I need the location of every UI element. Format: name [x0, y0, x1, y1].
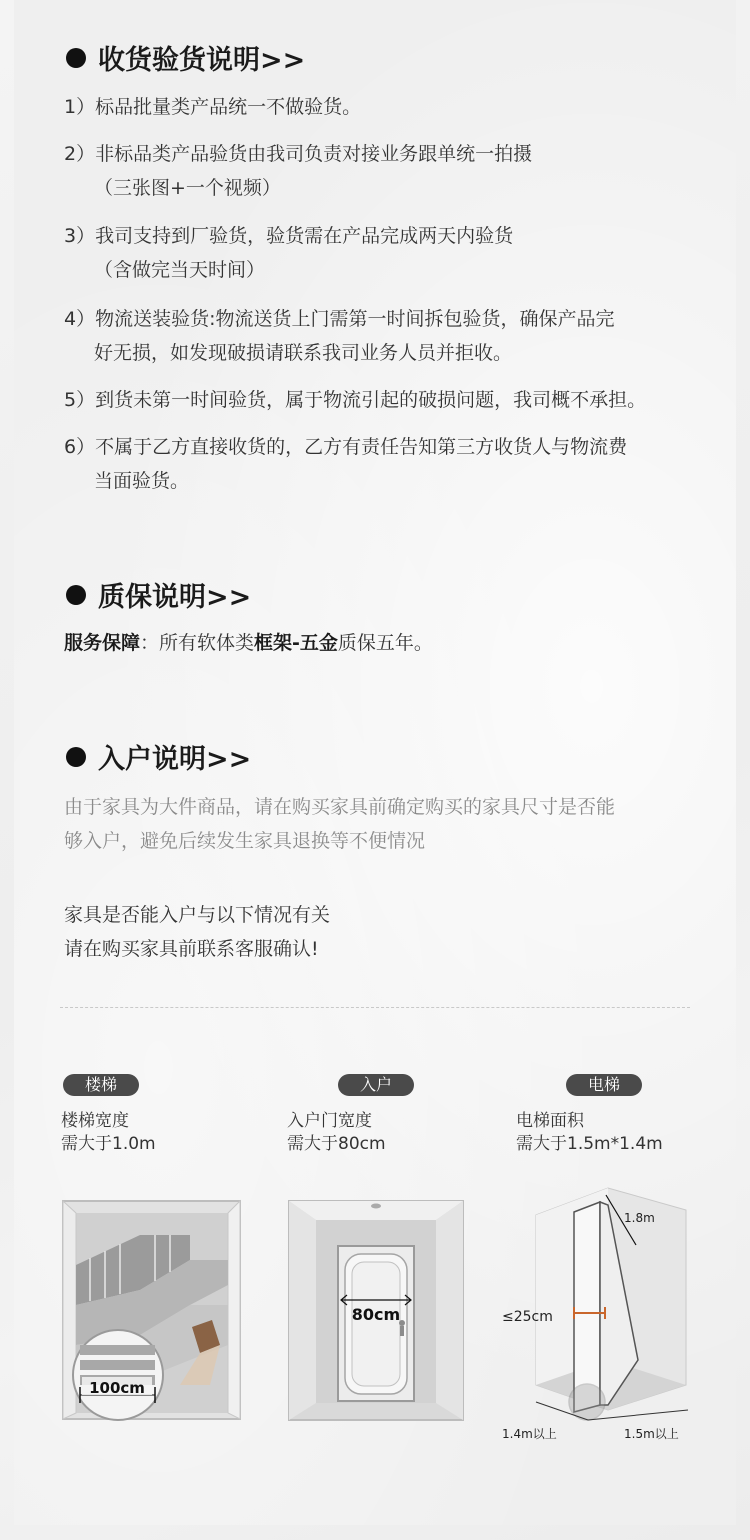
inspection-item-1 — [64, 90, 361, 124]
elevator-illustration — [498, 1180, 698, 1450]
caption-line: 入户门宽度 — [287, 1111, 372, 1131]
item-line: （含做完当天时间） — [94, 259, 266, 281]
bullet-dot-icon — [66, 747, 86, 767]
inspection-item-6 — [64, 430, 627, 498]
intro-line: 由于家具为大件商品，请在购买家具前确定购买的家具尺寸是否能 — [64, 796, 616, 818]
caption-line: 电梯面积 — [516, 1111, 584, 1131]
item-line: 4）物流送装验货:物流送货上门需第一时间拆包验货，确保产品完 — [64, 308, 615, 330]
bullet-dot-icon — [66, 48, 86, 68]
inspection-item-5 — [64, 383, 646, 417]
item-line: 6）不属于乙方直接收货的，乙方有责任告知第三方收货人与物流费 — [64, 436, 628, 458]
caption-stairs — [61, 1110, 156, 1156]
section-title-warranty — [66, 575, 251, 614]
warranty-text-before: ：所有软体类 — [140, 632, 255, 654]
inspection-item-2 — [64, 137, 532, 205]
item-line: 1）标品批量类产品统一不做验货。 — [64, 96, 362, 118]
section-title-inspection — [66, 38, 305, 77]
dimension-label: 1.4m以上 — [502, 1427, 557, 1441]
caption-line: 需大于80cm — [287, 1134, 386, 1154]
caption-entry — [287, 1110, 386, 1156]
caption-line: 楼梯宽度 — [61, 1111, 129, 1131]
intro-line: 够入户，避免后续发生家具退换等不便情况 — [64, 830, 426, 852]
stairs-illustration — [60, 1195, 245, 1425]
section-title-entry — [66, 737, 251, 776]
caption-elevator — [516, 1110, 663, 1156]
entry-note — [64, 898, 330, 966]
item-line: （三张图+一个视频） — [94, 177, 281, 199]
warranty-text-after: 质保五年。 — [337, 632, 433, 654]
dimension-label: 1.8m — [624, 1211, 655, 1225]
item-line: 好无损，如发现破损请联系我司业务人员并拒收。 — [94, 342, 513, 364]
section-title-text: 入户说明>> — [98, 744, 252, 775]
door-illustration — [286, 1198, 466, 1423]
tag-elevator: 电梯 — [566, 1074, 642, 1096]
dimension-label: 80cm — [351, 1305, 401, 1324]
note-line: 家具是否能入户与以下情况有关 — [64, 904, 331, 926]
section-title-text: 质保说明>> — [98, 582, 252, 613]
tag-stairs: 楼梯 — [63, 1074, 139, 1096]
dimension-label: 100cm — [89, 1379, 145, 1397]
item-line: 当面验货。 — [94, 470, 190, 492]
item-line: 3）我司支持到厂验货，验货需在产品完成两天内验货 — [64, 225, 514, 247]
entry-intro — [64, 790, 615, 858]
caption-line: 需大于1.0m — [61, 1134, 156, 1154]
warranty-highlight: 框架-五金 — [254, 632, 338, 654]
note-line: 请在购买家具前联系客服确认! — [64, 938, 319, 960]
dimension-label: 1.5m以上 — [624, 1427, 679, 1441]
dimension-label: ≤25cm — [502, 1309, 553, 1325]
item-line: 2）非标品类产品验货由我司负责对接业务跟单统一拍摄 — [64, 143, 533, 165]
tag-entry: 入户 — [338, 1074, 414, 1096]
inspection-item-4 — [64, 302, 615, 370]
inspection-item-3 — [64, 219, 513, 287]
section-title-text: 收货验货说明>> — [98, 45, 306, 76]
divider — [60, 1007, 690, 1008]
item-line: 5）到货未第一时间验货，属于物流引起的破损问题，我司概不承担。 — [64, 389, 647, 411]
bullet-dot-icon — [66, 585, 86, 605]
warranty-label: 服务保障 — [64, 632, 141, 654]
warranty-text — [64, 626, 433, 660]
caption-line: 需大于1.5m*1.4m — [516, 1134, 663, 1154]
